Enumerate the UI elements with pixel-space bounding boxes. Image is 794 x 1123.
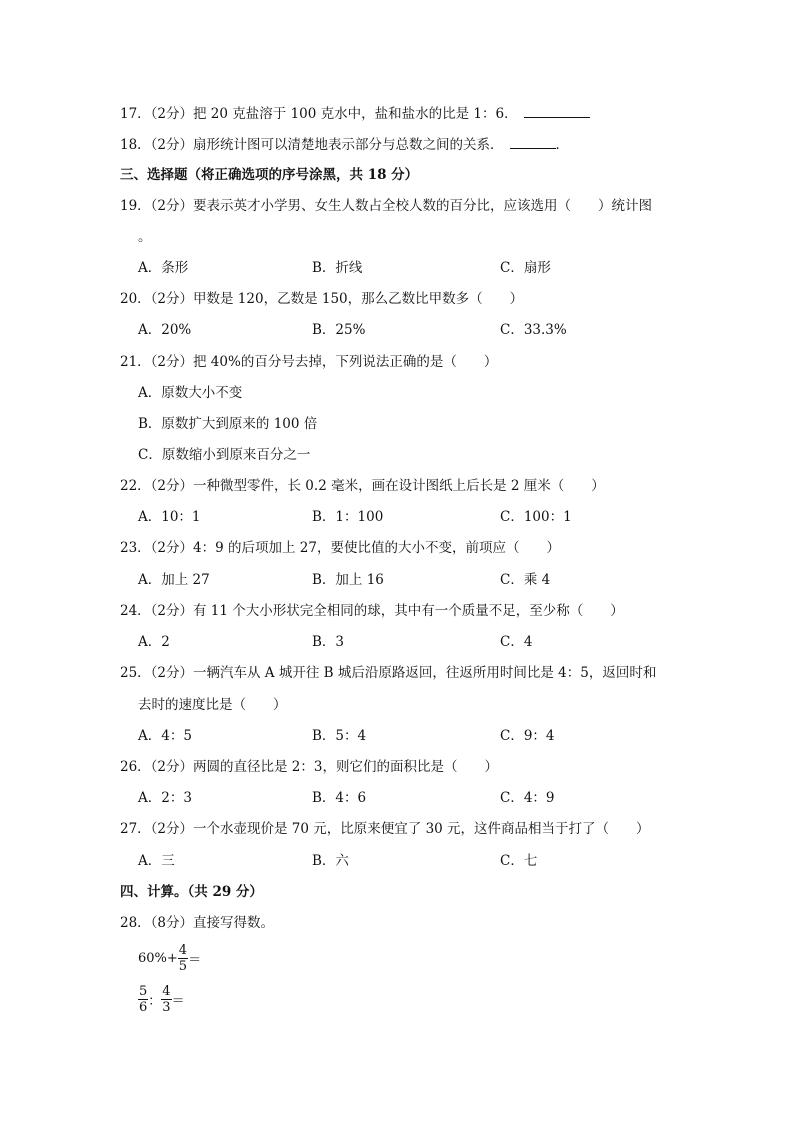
- option-b[interactable]: B．25%: [312, 322, 366, 338]
- question-text: 18．（2分）扇形统计图可以清楚地表示部分与总数之间的关系．: [120, 137, 504, 153]
- option-c[interactable]: C．4：9: [500, 790, 555, 806]
- option-c[interactable]: C．乘 4: [500, 572, 551, 588]
- question-continuation: 去时的速度比是（ ）: [138, 697, 287, 713]
- option-b[interactable]: B．3: [312, 634, 345, 650]
- question-17: [120, 104, 590, 123]
- question-20: 20．（2分）甲数是 120，乙数是 150，那么乙数比甲数多（ ）: [120, 291, 524, 307]
- fraction: [178, 943, 188, 974]
- option-a[interactable]: A．2：3: [138, 790, 192, 806]
- fraction: [138, 984, 148, 1015]
- option-b[interactable]: B．折线: [312, 260, 363, 276]
- option-c[interactable]: C．100：1: [500, 509, 572, 525]
- option-a[interactable]: A．加上 27: [138, 572, 210, 588]
- fraction-numerator: 4: [162, 984, 171, 999]
- option-c[interactable]: C．七: [500, 853, 538, 869]
- question-continuation: 。: [138, 229, 152, 245]
- option-b[interactable]: B．六: [312, 853, 349, 869]
- question-end: ．: [555, 137, 570, 153]
- question-25: 25．（2分）一辆汽车从 A 城开往 B 城后沿原路返回，往返所用时间比是 4：5，返回时和: [120, 665, 657, 681]
- answer-blank[interactable]: [524, 104, 590, 118]
- fraction: [161, 984, 171, 1015]
- option-a[interactable]: A．原数大小不变: [138, 385, 243, 401]
- section-title-choice: 三、选择题（将正确选项的序号涂黑，共 18 分）: [120, 167, 419, 183]
- question-28: 28．（8分）直接写得数。: [120, 915, 275, 931]
- fraction-numerator: 4: [178, 943, 188, 958]
- question-26: 26．（2分）两圆的直径比是 2：3，则它们的面积比是（ ）: [120, 759, 498, 775]
- question-21: 21．（2分）把 40%的百分号去掉，下列说法正确的是（ ）: [120, 354, 498, 370]
- math-expression-1: [138, 943, 201, 974]
- option-a[interactable]: A．20%: [138, 322, 192, 338]
- ratio-sign: ：: [148, 994, 162, 1009]
- option-a[interactable]: A．10：1: [138, 509, 201, 525]
- fraction-denominator: 5: [178, 959, 188, 974]
- option-b[interactable]: B．1：100: [312, 509, 384, 525]
- option-c[interactable]: C．原数缩小到原来百分之一: [138, 447, 311, 463]
- option-c[interactable]: C．33.3%: [500, 322, 567, 338]
- equals-sign: ＝: [171, 994, 185, 1009]
- expr-prefix: 60%+: [138, 951, 178, 966]
- option-b[interactable]: B．加上 16: [312, 572, 384, 588]
- equals-sign: ＝: [188, 953, 202, 968]
- option-b[interactable]: B．原数扩大到原来的 100 倍: [138, 416, 318, 432]
- section-title-calculation: 四、计算。（共 29 分）: [120, 884, 263, 900]
- answer-blank[interactable]: [510, 135, 556, 149]
- option-c[interactable]: C．9：4: [500, 728, 555, 744]
- question-text: 17．（2分）把 20 克盐溶于 100 克水中，盐和盐水的比是 1：6．: [120, 106, 518, 122]
- fraction-denominator: 6: [139, 1000, 148, 1015]
- question-23: 23．（2分）4：9 的后项加上 27，要使比值的大小不变，前项应（ ）: [120, 540, 560, 556]
- question-24: 24．（2分）有 11 个大小形状完全相同的球，其中有一个质量不足，至少称（ ）: [120, 603, 624, 619]
- option-a[interactable]: A．三: [138, 853, 175, 869]
- fraction-denominator: 3: [162, 1000, 171, 1015]
- question-27: 27．（2分）一个水壶现价是 70 元，比原来便宜了 30 元，这件商品相当于打了（ ）: [120, 821, 650, 837]
- option-a[interactable]: A．4：5: [138, 728, 192, 744]
- option-a[interactable]: A．条形: [138, 260, 189, 276]
- math-expression-2: [138, 984, 185, 1015]
- option-b[interactable]: B．5：4: [312, 728, 367, 744]
- question-22: 22．（2分）一种微型零件，长 0.2 毫米，画在设计图纸上后长是 2 厘米（ ）: [120, 478, 605, 494]
- option-a[interactable]: A．2: [138, 634, 170, 650]
- question-18: [120, 135, 569, 154]
- option-c[interactable]: C．扇形: [500, 260, 551, 276]
- fraction-numerator: 5: [139, 984, 148, 999]
- option-b[interactable]: B．4：6: [312, 790, 367, 806]
- option-c[interactable]: C．4: [500, 634, 533, 650]
- question-19: 19．（2分）要表示英才小学男、女生人数占全校人数的百分比，应该选用（ ）统计图: [120, 198, 653, 214]
